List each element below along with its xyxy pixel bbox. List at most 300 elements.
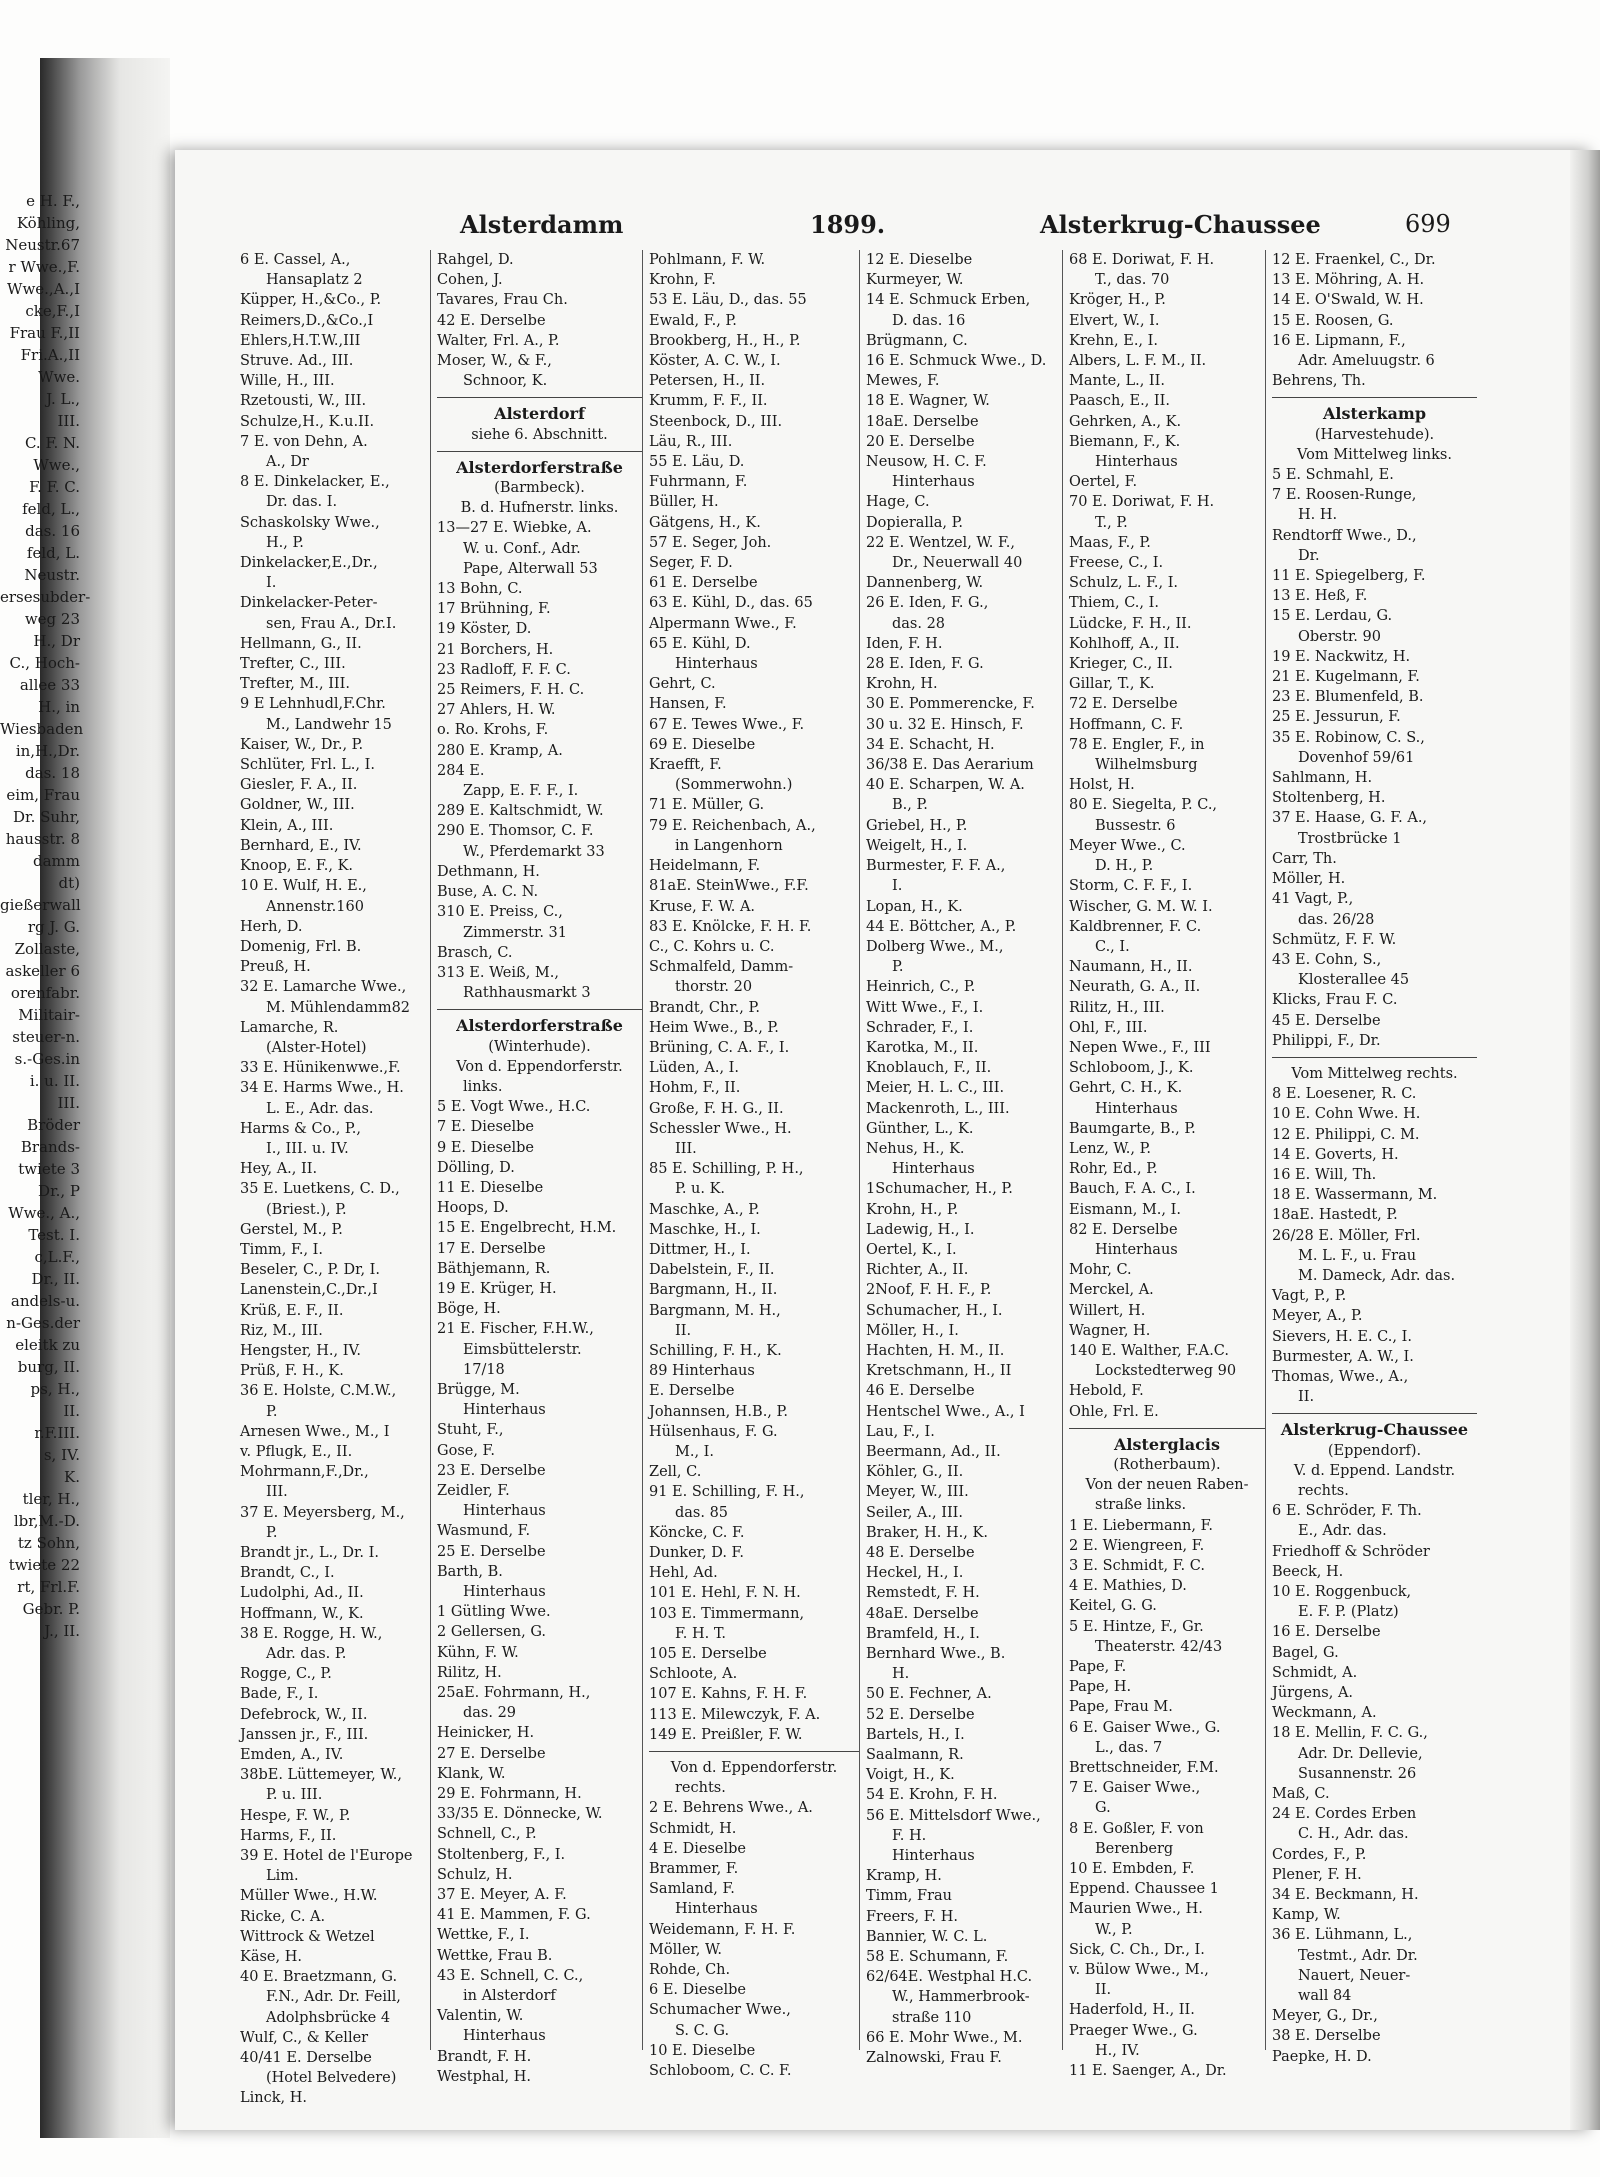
margin-fragment: ersesubder- (0, 588, 91, 606)
directory-entry: Cordes, F., P. (1272, 1846, 1367, 1863)
directory-entry: Harms & Co., P., (240, 1120, 361, 1137)
entry-continuation: rechts. (675, 1780, 726, 1797)
directory-entry: Goldner, W., III. (240, 797, 355, 814)
entry-continuation: Klosterallee 45 (1298, 972, 1410, 989)
entry-continuation: D. H., P. (1095, 858, 1154, 875)
entry-continuation: (Sommerwohn.) (675, 777, 793, 794)
entry-continuation: wall 84 (1298, 1988, 1352, 2005)
margin-fragment: Wwe., A., (8, 1204, 80, 1222)
directory-entry: 21 Borchers, H. (437, 641, 554, 658)
directory-entry: Dinkelacker,E.,Dr., (240, 555, 378, 572)
entry-continuation: I., III. u. IV. (266, 1140, 349, 1157)
directory-entry: 9 E. Dieselbe (437, 1139, 535, 1156)
directory-entry: Ladewig, H., I. (866, 1221, 975, 1238)
directory-entry: Remstedt, F. H. (866, 1585, 980, 1602)
directory-entry: Kühn, F. W. (437, 1644, 519, 1661)
entry-continuation: T., das. 70 (1095, 272, 1170, 289)
directory-entry: Rogge, C., P. (240, 1666, 332, 1683)
directory-entry: Büller, H. (649, 494, 719, 511)
margin-fragment: Neustr. (24, 566, 80, 584)
directory-column-4 (859, 250, 1062, 2067)
directory-entry: Storm, C. F. F., I. (1069, 878, 1193, 895)
directory-entry: Thomas, Wwe., A., (1272, 1368, 1409, 1385)
street-subheading: (Rotherbaum). (1113, 1456, 1221, 1473)
directory-entry: Lanenstein,C.,Dr.,I (240, 1282, 378, 1299)
margin-fragment: Wwe.,A.,I (7, 280, 80, 298)
entry-continuation: I. (892, 878, 903, 895)
directory-entry: Brügmann, C. (866, 332, 968, 349)
directory-entry: Kröger, H., P. (1069, 292, 1166, 309)
entry-continuation: Nauert, Neuer- (1298, 1967, 1411, 1984)
page-header (460, 210, 1460, 250)
entry-continuation: Testmt., Adr. Dr. (1298, 1947, 1418, 1964)
margin-fragment: C., Hoch- (9, 654, 80, 672)
directory-entry: Käse, H. (240, 1949, 302, 1966)
margin-fragment: III. (57, 1094, 80, 1112)
directory-entry: Schumacher Wwe., (649, 2002, 791, 2019)
directory-entry: Gehrt, C. H., K. (1069, 1080, 1183, 1097)
entry-continuation: T., P. (1095, 514, 1128, 531)
entry-continuation: L. E., Adr. das. (266, 1100, 374, 1117)
entry-continuation: M., Landwehr 15 (266, 716, 392, 733)
margin-fragment: twiete 22 (8, 1556, 80, 1574)
directory-entry: Hage, C. (866, 494, 930, 511)
directory-entry: 54 E. Krohn, F. H. (866, 1787, 998, 1804)
entry-continuation: Hinterhaus (892, 474, 975, 491)
street-subheading: Vom Mittelweg rechts. (1291, 1065, 1458, 1082)
directory-entry: Bagel, G. (1272, 1644, 1339, 1661)
entry-continuation: Lockstedterweg 90 (1095, 1363, 1237, 1380)
directory-entry: Bartels, H., I. (866, 1726, 965, 1743)
directory-entry: Lopan, H., K. (866, 898, 963, 915)
directory-entry: Gose, F. (437, 1442, 495, 1459)
entry-continuation: II. (1095, 1982, 1112, 1999)
directory-entry: 66 E. Mohr Wwe., M. (866, 2029, 1023, 2046)
directory-entry: 34 E. Beckmann, H. (1272, 1887, 1419, 1904)
margin-fragment: Fri.A.,II (20, 346, 80, 364)
directory-entry: Neusow, H. C. F. (866, 454, 987, 471)
margin-fragment: feld, L. (26, 544, 80, 562)
entry-continuation: Susannenstr. 26 (1298, 1765, 1417, 1782)
directory-entry: 1 Gütling Wwe. (437, 1604, 551, 1621)
directory-entry: Küpper, H.,&Co., P. (240, 292, 382, 309)
entry-continuation: Hinterhaus (892, 1161, 975, 1178)
entry-continuation: Zapp, E. F. F., I. (463, 783, 579, 800)
directory-entry: Große, F. H. G., II. (649, 1100, 784, 1117)
entry-continuation: Hinterhaus (463, 2028, 546, 2045)
entry-continuation: Lim. (266, 1868, 299, 1885)
directory-entry: 44 E. Böttcher, A., P. (866, 918, 1017, 935)
directory-entry: Bargmann, H., II. (649, 1282, 778, 1299)
directory-entry: 7 E. Gaiser Wwe., (1069, 1780, 1201, 1797)
directory-entry: 149 E. Preißler, F. W. (649, 1726, 803, 1743)
directory-entry: Haderfold, H., II. (1069, 2002, 1195, 2019)
page-edge (1570, 150, 1600, 2130)
directory-entry: 14 E. O'Swald, W. H. (1272, 292, 1424, 309)
directory-entry: Karotka, M., II. (866, 1039, 979, 1056)
directory-entry: Hellmann, G., II. (240, 635, 362, 652)
directory-entry: Valentin, W. (437, 2008, 524, 2025)
entry-continuation: links. (463, 1078, 503, 1095)
margin-fragment: J., II. (44, 1622, 80, 1640)
directory-entry: Burmester, F. F. A., (866, 858, 1006, 875)
directory-entry: Klicks, Frau F. C. (1272, 992, 1398, 1009)
directory-entry: 12 E. Dieselbe (866, 252, 973, 268)
directory-entry: 69 E. Dieselbe (649, 736, 756, 753)
entry-continuation: sen, Frau A., Dr.I. (266, 615, 397, 632)
directory-entry: 41 E. Mammen, F. G. (437, 1907, 591, 1924)
directory-entry: 19 Köster, D. (437, 621, 532, 638)
directory-entry: Stoltenberg, H. (1272, 790, 1386, 807)
entry-continuation: F. H. T. (675, 1625, 727, 1642)
directory-entry: Wagner, H. (1069, 1322, 1151, 1339)
directory-entry: 28 E. Iden, F. G. (866, 656, 984, 673)
directory-entry: v. Bülow Wwe., M., (1069, 1962, 1209, 1979)
margin-fragment: rt, Frl.F. (17, 1578, 80, 1596)
margin-fragment: r.F.III. (34, 1424, 80, 1442)
directory-entry: 8 E. Goßler, F. von (1069, 1820, 1204, 1837)
directory-entry: 85 E. Schilling, P. H., (649, 1161, 804, 1178)
directory-entry: Wettke, Frau B. (437, 1947, 553, 1964)
directory-entry: Zell, C. (649, 1464, 702, 1481)
entry-continuation: Oberstr. 90 (1298, 628, 1381, 645)
directory-entry: 23 E. Derselbe (437, 1462, 546, 1479)
directory-entry: 10 E. Cohn Wwe. H. (1272, 1106, 1421, 1123)
directory-entry: Kurmeyer, W. (866, 272, 964, 289)
directory-entry: 26/28 E. Möller, Frl. (1272, 1227, 1421, 1244)
entry-continuation: Hinterhaus (1095, 1100, 1178, 1117)
directory-entry: 9 E Lehnhudl,F.Chr. (240, 696, 386, 713)
directory-entry: Rzetousti, W., III. (240, 393, 367, 410)
directory-entry: Alpermann Wwe., F. (649, 615, 797, 632)
directory-entry: Praeger Wwe., G. (1069, 2022, 1198, 2039)
margin-fragment: rg J. G. (27, 918, 80, 936)
directory-entry: Nepen Wwe., F., III (1069, 1039, 1211, 1056)
entry-continuation: F.N., Adr. Dr. Feill, (266, 1989, 401, 2006)
directory-entry: Wettke, F., I. (437, 1927, 530, 1944)
margin-fragment: dt) (58, 874, 80, 892)
directory-entry: Möller, H., I. (866, 1322, 959, 1339)
directory-entry: 11 E. Saenger, A., Dr. (1069, 2063, 1227, 2080)
directory-entry: 2Noof, F. H. F., P. (866, 1282, 992, 1299)
margin-fragment: n-Ges.der (6, 1314, 80, 1332)
entry-continuation: S. C. G. (675, 2022, 730, 2039)
margin-fragment: s.-Ges.in (14, 1050, 80, 1068)
section-divider (649, 1745, 859, 1752)
directory-entry: 5 E. Schmahl, E. (1272, 467, 1394, 484)
directory-entry: Giesler, F. A., II. (240, 777, 358, 794)
directory-entry: 13—27 E. Wiebke, A. (437, 520, 592, 537)
directory-entry: 38 E. Derselbe (1272, 2028, 1381, 2045)
entry-continuation: D. das. 16 (892, 312, 966, 329)
margin-fragment: Test. I. (28, 1226, 80, 1244)
street-subheading: (Winterhude). (488, 1038, 591, 1055)
directory-entry: 18aE. Hastedt, P. (1272, 1207, 1398, 1224)
directory-entry: 13 E. Heß, F. (1272, 588, 1368, 605)
entry-continuation: M., I. (675, 1443, 715, 1460)
margin-fragment: Frau F.,II (9, 324, 80, 342)
directory-entry: Zeidler, F. (437, 1482, 510, 1499)
directory-entry: 41 Vagt, P., (1272, 891, 1354, 908)
directory-entry: Weidemann, F. H. F. (649, 1921, 796, 1938)
section-divider (1272, 391, 1477, 398)
directory-entry: 12 E. Fraenkel, C., Dr. (1272, 252, 1436, 268)
directory-entry: Emden, A., IV. (240, 1747, 344, 1764)
directory-column-6 (1265, 250, 1477, 2065)
directory-entry: Dannenberg, W. (866, 575, 984, 592)
entry-continuation: L., das. 7 (1095, 1739, 1163, 1756)
directory-entry: 48 E. Derselbe (866, 1545, 975, 1561)
directory-entry: Sahlmann, H. (1272, 770, 1373, 787)
margin-fragment: Neustr.67 (5, 236, 80, 254)
entry-continuation: A., Dr (266, 454, 309, 471)
margin-fragment: eleitk zu (15, 1336, 80, 1354)
directory-entry: 15 E. Engelbrecht, H.M. (437, 1220, 617, 1237)
directory-entry: 18 E. Wassermann, M. (1272, 1187, 1438, 1204)
entry-continuation: Bussestr. 6 (1095, 817, 1176, 834)
entry-continuation: E. F. P. (Platz) (1298, 1604, 1399, 1621)
entry-continuation: III. (266, 1484, 288, 1501)
directory-entry: Rohr, Ed., P. (1069, 1161, 1158, 1178)
entry-continuation: H., P. (266, 534, 304, 551)
directory-entry: Dabelstein, F., II. (649, 1262, 775, 1279)
margin-fragment: Brands- (20, 1138, 80, 1156)
directory-entry: 12 E. Philippi, C. M. (1272, 1126, 1420, 1143)
directory-entry: 4 E. Mathies, D. (1069, 1578, 1187, 1595)
directory-entry: 6 E. Gaiser Wwe., G. (1069, 1719, 1221, 1736)
margin-fragment: das. 18 (25, 764, 80, 782)
directory-entry: Krohn, H., P. (866, 1201, 959, 1218)
entry-continuation: H., IV. (1095, 2042, 1140, 2059)
section-divider (1069, 1422, 1265, 1429)
entry-continuation: W., Hammerbrook- (892, 1989, 1030, 2006)
directory-entry: 13 E. Möhring, A. H. (1272, 272, 1425, 289)
directory-entry: Freers, F. H. (866, 1908, 959, 1925)
entry-continuation: P. (266, 1524, 278, 1541)
entry-continuation: M. Dameck, Adr. das. (1298, 1267, 1456, 1284)
entry-continuation: Annenstr.160 (266, 898, 364, 915)
directory-entry: Richter, A., II. (866, 1262, 969, 1279)
entry-continuation: 17/18 (463, 1361, 505, 1378)
directory-entry: 18aE. Derselbe (866, 413, 979, 430)
directory-entry: Knoblauch, F., II. (866, 1060, 992, 1077)
entry-continuation: Schnoor, K. (463, 373, 548, 390)
margin-fragment: Wiesbaden (0, 720, 84, 738)
directory-entry: 17 Brühning, F. (437, 601, 551, 618)
entry-continuation: P. u. K. (675, 1181, 726, 1198)
directory-entry: Meyer, A., P. (1272, 1308, 1363, 1325)
directory-entry: Stoltenberg, F., I. (437, 1846, 566, 1863)
directory-entry: 5 E. Vogt Wwe., H.C. (437, 1099, 591, 1116)
section-divider (437, 391, 642, 398)
entry-continuation: rechts. (1298, 1482, 1349, 1499)
directory-entry: Johannsen, H.B., P. (649, 1403, 788, 1420)
directory-entry: Krumm, F. F., II. (649, 393, 768, 410)
directory-entry: Kamp, W. (1272, 1907, 1341, 1924)
entry-continuation: Adr. Dr. Dellevie, (1298, 1745, 1423, 1762)
entry-continuation: G. (1095, 1800, 1111, 1817)
margin-fragment: K. (64, 1468, 80, 1486)
directory-entry: Heckel, H., I. (866, 1565, 964, 1582)
directory-entry: Schmalfeld, Damm- (649, 959, 794, 976)
entry-continuation: I. (266, 575, 277, 592)
directory-entry: Merckel, A. (1069, 1282, 1154, 1299)
directory-entry: Ludolphi, Ad., II. (240, 1585, 364, 1602)
directory-entry: Schessler Wwe., H. (649, 1120, 792, 1137)
directory-entry: 43 E. Schnell, C. C., (437, 1967, 584, 1984)
entry-continuation: in Alsterdorf (463, 1988, 556, 2005)
directory-entry: Beseler, C., P. Dr, I. (240, 1262, 380, 1279)
margin-fragment: lbr,M.-D. (13, 1512, 80, 1530)
directory-entry: Günther, L., K. (866, 1120, 974, 1137)
directory-entry: 14 E. Schmuck Erben, (866, 292, 1031, 309)
directory-entry: Meyer, G., Dr., (1272, 2008, 1378, 2025)
directory-entry: Mewes, F. (866, 373, 940, 390)
directory-entry: 33 E. Hünikenwwe.,F. (240, 1060, 401, 1077)
directory-entry: 8 E. Dinkelacker, E., (240, 474, 390, 491)
directory-entry: Barth, B. (437, 1563, 503, 1580)
margin-fragment: II. (63, 1402, 80, 1420)
directory-entry: Carr, Th. (1272, 850, 1337, 867)
directory-entry: C., C. Kohrs u. C. (649, 938, 775, 955)
directory-entry: Hoffmann, C. F. (1069, 716, 1184, 733)
margin-fragment: tz Sohn, (17, 1534, 80, 1552)
directory-entry: Schmidt, H. (649, 1820, 737, 1837)
directory-entry: Rendtorff Wwe., D., (1272, 527, 1417, 544)
directory-entry: Stuht, F., (437, 1422, 504, 1439)
directory-entry: Biemann, F., K. (1069, 433, 1181, 450)
entry-continuation: W., P. (1095, 1921, 1133, 1938)
directory-entry: Wille, H., III. (240, 373, 335, 390)
directory-entry: 52 E. Derselbe (866, 1706, 975, 1723)
entry-continuation: Adr. Ameluugstr. 6 (1298, 353, 1435, 370)
directory-entry: Dunker, D. F. (649, 1545, 744, 1561)
directory-entry: 313 E. Weiß, M., (437, 964, 559, 981)
directory-entry: 39 E. Hotel de l'Europe (240, 1848, 413, 1865)
directory-entry: Arnesen Wwe., M., I (240, 1423, 390, 1440)
entry-continuation: Hansaplatz 2 (266, 272, 363, 289)
entry-continuation: Pape, Alterwall 53 (463, 560, 598, 577)
directory-entry: Wittrock & Wetzel (240, 1928, 375, 1945)
directory-entry: 6 E. Cassel, A., (240, 252, 351, 268)
directory-entry: Philippi, F., Dr. (1272, 1032, 1381, 1049)
directory-entry: Vagt, P., P. (1272, 1288, 1347, 1305)
directory-entry: Beermann, Ad., II. (866, 1443, 1001, 1460)
margin-fragment: Zollaste, (14, 940, 80, 958)
directory-entry: Krieger, C., II. (1069, 656, 1173, 673)
directory-entry: Bramfeld, H., I. (866, 1625, 980, 1642)
directory-entry: Voigt, H., K. (866, 1767, 955, 1784)
directory-entry: Ewald, F., P. (649, 312, 737, 329)
directory-entry: Knoop, E. F., K. (240, 858, 354, 875)
directory-entry: 37 E. Meyersberg, M., (240, 1504, 405, 1521)
directory-entry: Domenig, Frl. B. (240, 938, 362, 955)
entry-continuation: P. u. III. (266, 1787, 323, 1804)
directory-entry: 36 E. Holste, C.M.W., (240, 1383, 397, 1400)
margin-fragment: H., Dr (33, 632, 80, 650)
directory-entry: Herh, D. (240, 918, 303, 935)
entry-continuation: II. (675, 1322, 692, 1339)
directory-entry: Lenz, W., P. (1069, 1140, 1152, 1157)
margin-fragment: r Wwe.,F. (8, 258, 80, 276)
margin-fragment: F. F. C. (29, 478, 80, 496)
margin-fragment: Dr., II. (31, 1270, 80, 1288)
directory-entry: Schloote, A. (649, 1666, 738, 1683)
directory-entry: Keitel, G. G. (1069, 1598, 1157, 1615)
entry-continuation: das. 29 (463, 1705, 517, 1722)
entry-continuation: das. 26/28 (1298, 911, 1375, 928)
entry-continuation: W., Pferdemarkt 33 (463, 843, 605, 860)
directory-entry: Reimers,D.,&Co.,I (240, 312, 374, 329)
directory-entry: 23 Radloff, F. F. C. (437, 661, 571, 678)
directory-entry: Köncke, C. F. (649, 1524, 745, 1541)
street-subheading: (Eppendorf). (1327, 1442, 1422, 1459)
directory-entry: Schilling, F. H., K. (649, 1342, 782, 1359)
entry-continuation: Dr. (1298, 547, 1320, 564)
directory-entry: Meier, H. L. C., III. (866, 1080, 1005, 1097)
directory-entry: 18 E. Wagner, W. (866, 393, 990, 410)
street-subheading: B. d. Hufnerstr. links. (460, 500, 619, 517)
directory-entry: 10 E. Embden, F. (1069, 1861, 1195, 1878)
directory-entry: Preuß, H. (240, 959, 311, 976)
directory-entry: Sievers, H. E. C., I. (1272, 1328, 1412, 1345)
directory-entry: 15 E. Roosen, G. (1272, 312, 1394, 329)
directory-entry: Bade, F., I. (240, 1686, 319, 1703)
directory-entry: Trefter, M., III. (240, 676, 350, 693)
directory-entry: 101 E. Hehl, F. N. H. (649, 1585, 801, 1602)
directory-entry: Kramp, H. (866, 1868, 942, 1885)
margin-fragment: orenfabr. (10, 984, 80, 1002)
directory-entry: 5 E. Hintze, F., Gr. (1069, 1618, 1204, 1635)
entry-continuation: Hinterhaus (463, 1503, 546, 1520)
directory-entry: 43 E. Cohn, S., (1272, 951, 1382, 968)
entry-continuation: (Alster-Hotel) (266, 1039, 367, 1056)
margin-fragment: in,H.,Dr. (15, 742, 80, 760)
directory-entry: 21 E. Kugelmann, F. (1272, 669, 1420, 686)
directory-entry: Ohl, F., III. (1069, 1019, 1148, 1036)
margin-fragment: tler, H., (22, 1490, 80, 1508)
directory-entry: Lamarche, R. (240, 1019, 339, 1036)
directory-entry: 11 E. Dieselbe (437, 1179, 544, 1196)
entry-continuation: straße 110 (892, 2009, 972, 2026)
margin-fragment: allee 33 (19, 676, 80, 694)
directory-entry: Heidelmann, F. (649, 858, 761, 875)
directory-entry: Mackenroth, L., III. (866, 1100, 1010, 1117)
directory-entry: 16 E. Schmuck Wwe., D. (866, 353, 1047, 370)
directory-entry: Lau, F., I. (866, 1423, 935, 1440)
directory-entry: 36/38 E. Das Aerarium (866, 757, 1034, 774)
directory-entry: 13 Bohn, C. (437, 581, 523, 598)
directory-entry: Dethmann, H. (437, 863, 540, 880)
directory-entry: Thiem, C., I. (1069, 595, 1159, 612)
directory-entry: 35 E. Robinow, C. S., (1272, 729, 1425, 746)
margin-fragment: Wwe. (38, 368, 80, 386)
margin-fragment: das. 16 (25, 522, 80, 540)
directory-entry: 16 E. Derselbe (1272, 1624, 1381, 1641)
directory-entry: Gehrken, A., K. (1069, 413, 1182, 430)
entry-continuation: Hinterhaus (1095, 454, 1178, 471)
street-heading: Alsterdorf (494, 404, 585, 424)
street-heading: Alsterkamp (1322, 404, 1427, 424)
directory-entry: 25 E. Jessurun, F. (1272, 709, 1401, 726)
directory-entry: 58 E. Schumann, F. (866, 1949, 1009, 1966)
entry-continuation: das. 28 (892, 615, 946, 632)
directory-entry: Brandt, Chr., P. (649, 999, 760, 1016)
directory-entry: 7 E. Dieselbe (437, 1119, 535, 1136)
directory-entry: Griebel, H., P. (866, 817, 968, 834)
directory-entry: Gerstel, M., P. (240, 1221, 343, 1238)
directory-entry: 80 E. Siegelta, P. C., (1069, 797, 1218, 814)
